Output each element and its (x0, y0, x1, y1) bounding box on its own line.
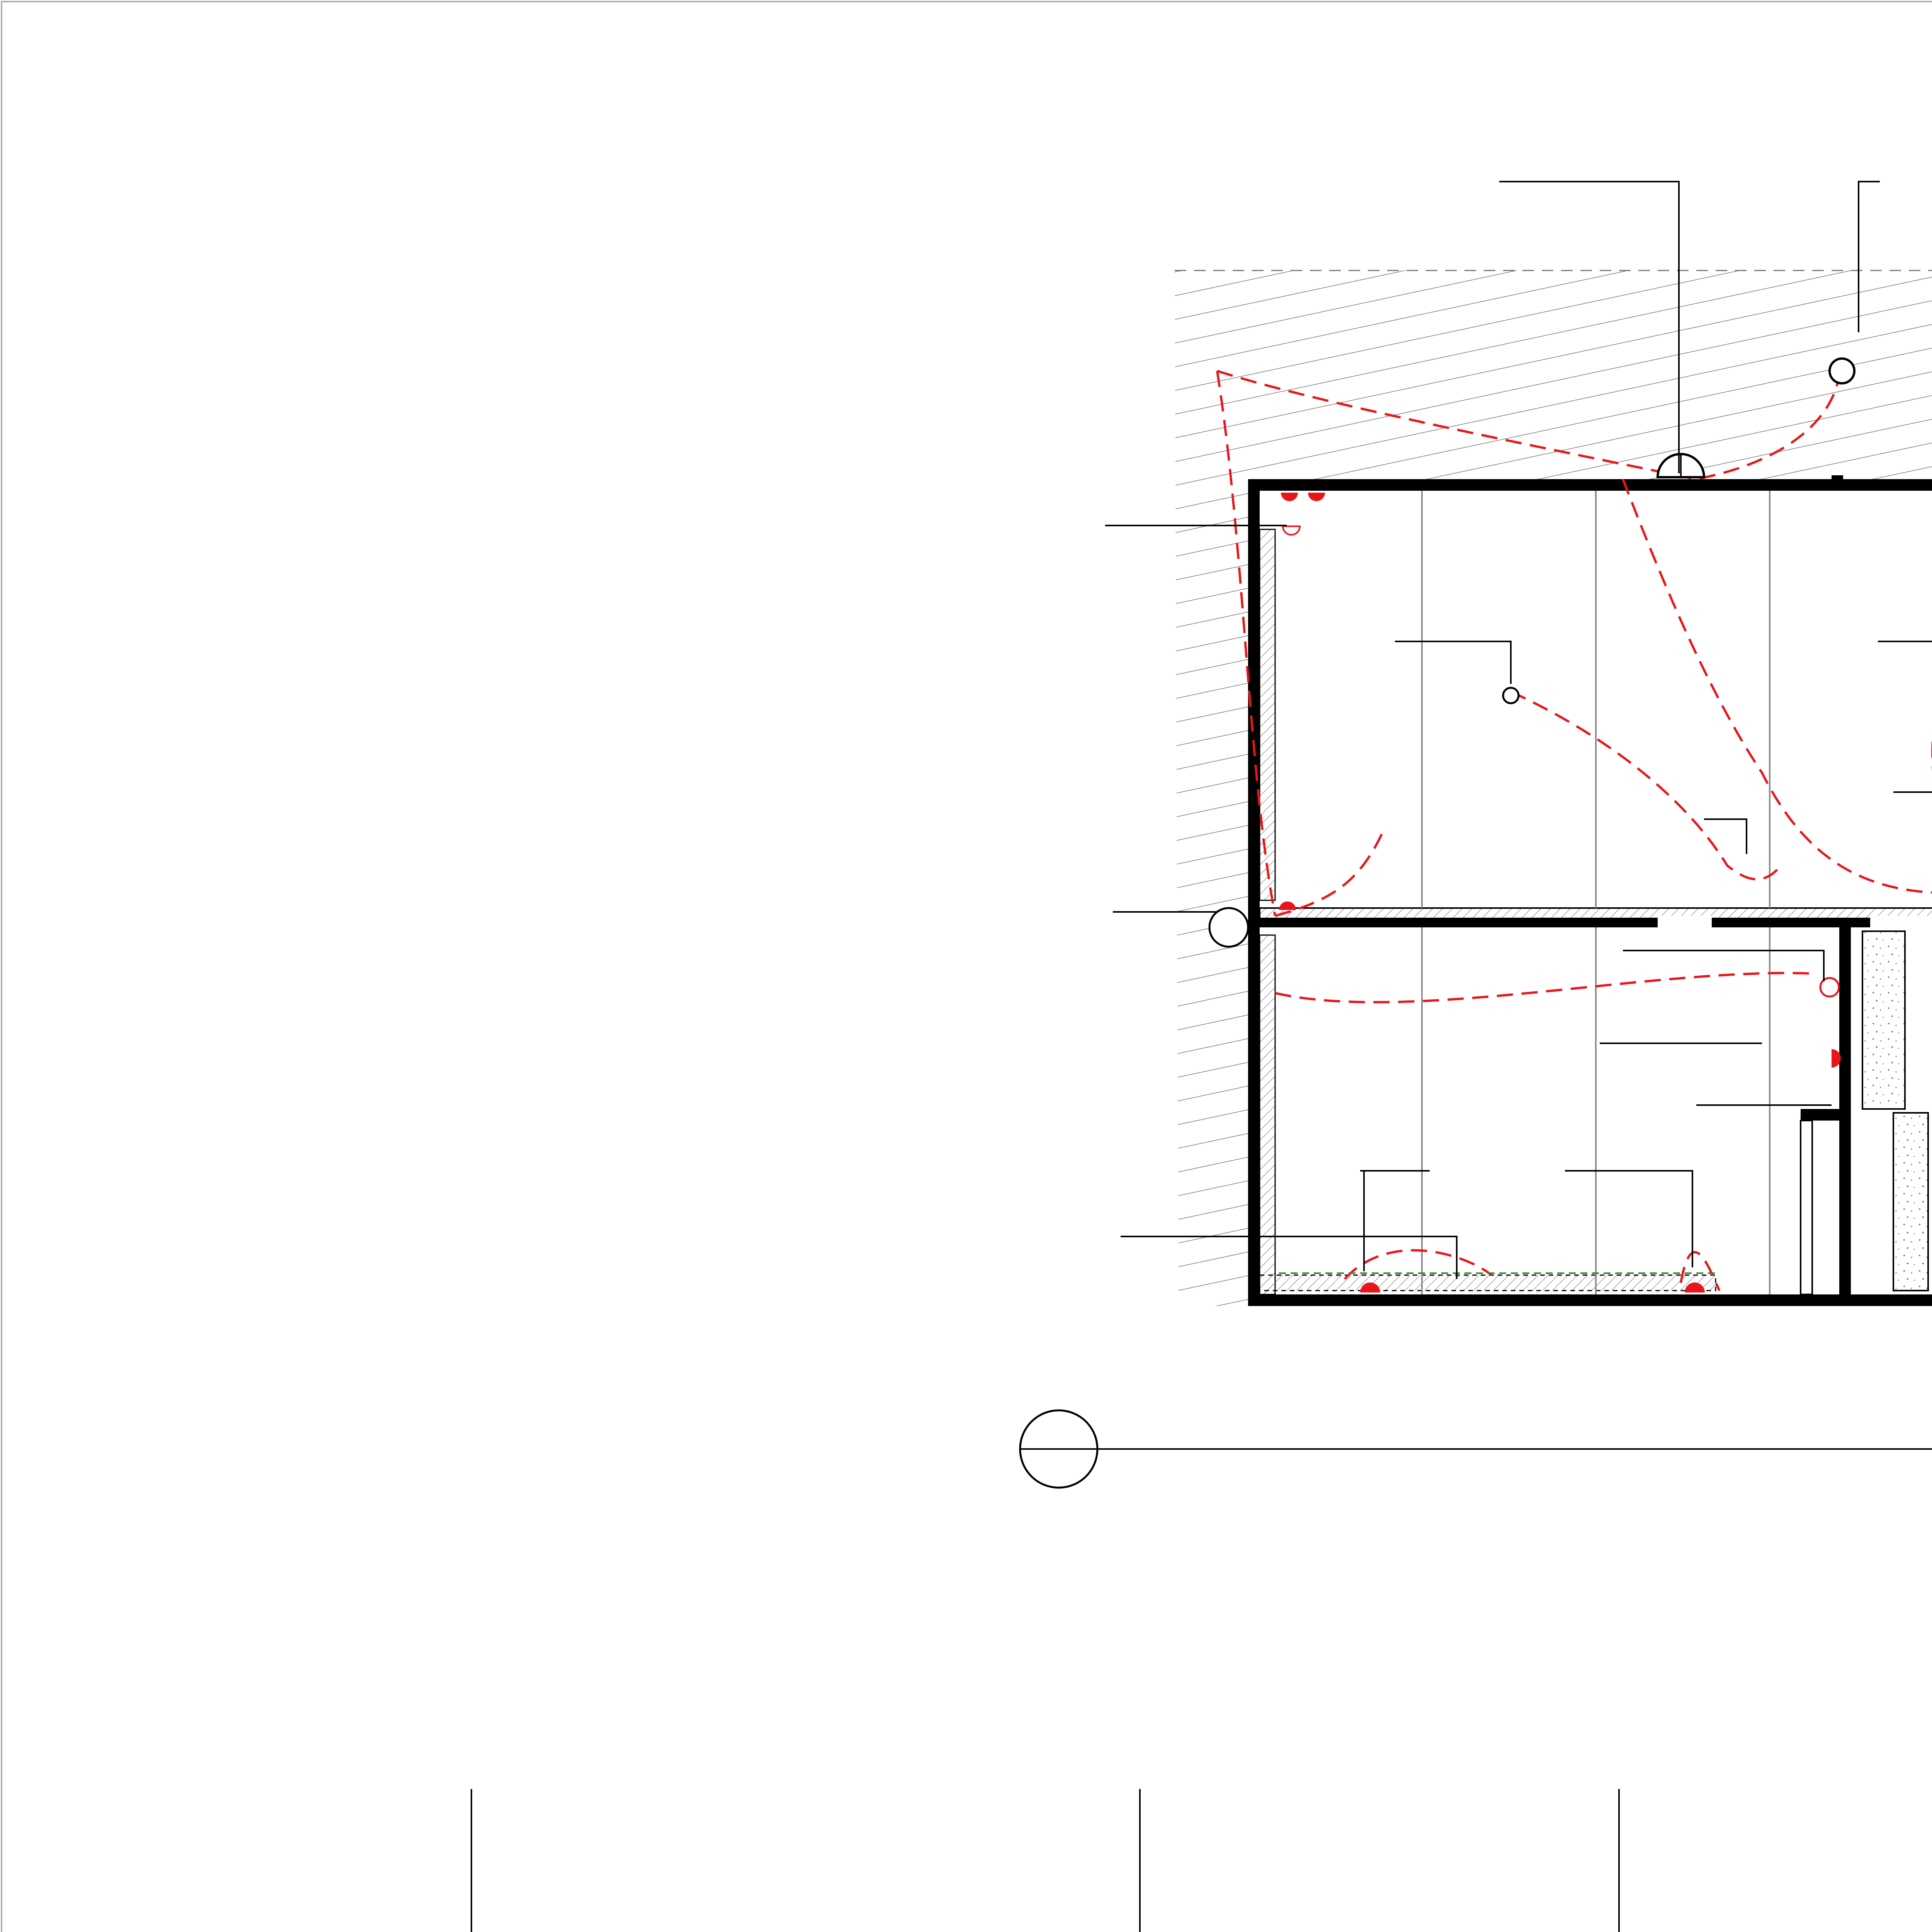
lighting-circuits (1217, 371, 1932, 1291)
timber-deck-hatch (1175, 270, 1932, 1306)
light-fitting-icon (1503, 688, 1519, 703)
outdoor-ceiling-light-icon (1830, 359, 1854, 383)
fixtures (1209, 359, 1932, 1293)
dgpo-markers (1279, 493, 1932, 1293)
title-block (471, 1789, 1932, 1932)
drawing-title (1020, 1410, 1932, 1488)
floor-plan (1105, 182, 1932, 1306)
